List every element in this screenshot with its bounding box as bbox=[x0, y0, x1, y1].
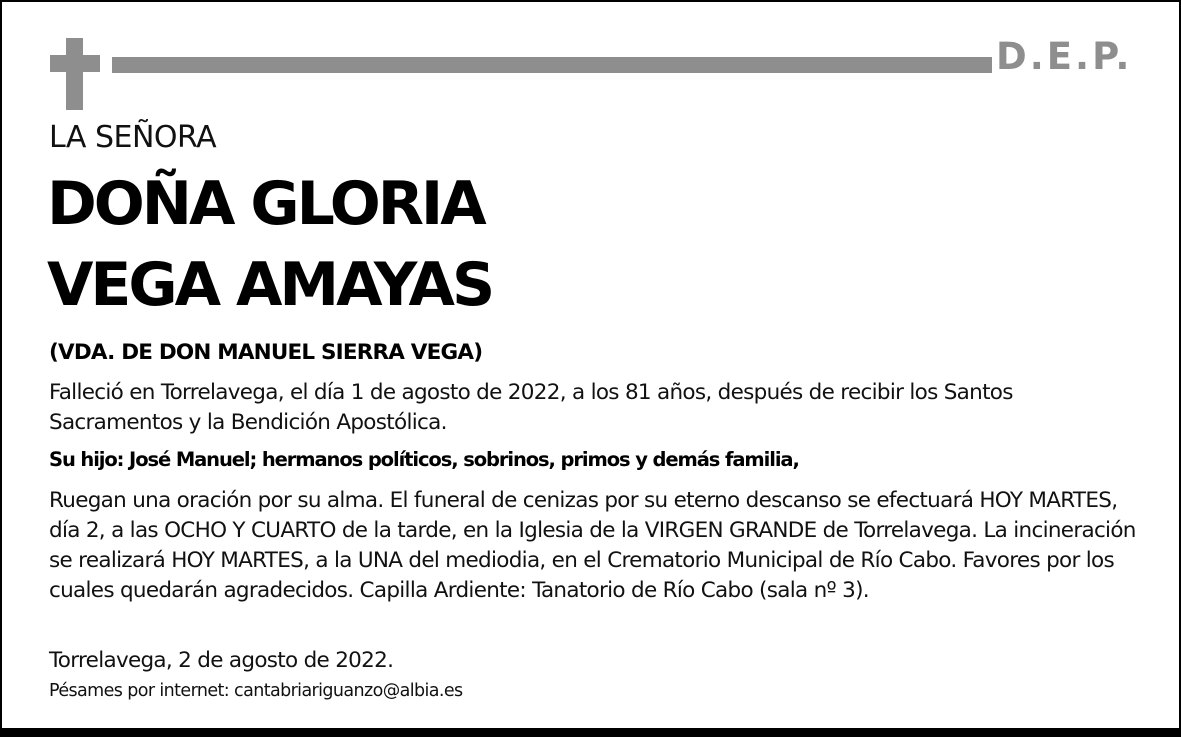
cross-vertical-bar bbox=[66, 38, 83, 110]
condolences-email: Pésames por internet: cantabriariguanzo@albia.es bbox=[49, 681, 463, 701]
header-rule bbox=[112, 57, 992, 73]
death-announcement: Falleció en Torrelavega, el día 1 de agosto de 2022, a los 81 años, después de recibir los Santos Sacramentos y la Bendición Apostólica. bbox=[49, 380, 1013, 435]
honorific: LA SEÑORA bbox=[49, 120, 217, 155]
funeral-details: Ruegan una oración por su alma. El funeral de cenizas por su eterno descanso se efectuará HOY MARTES, día 2, a las OCHO Y CUARTO de la tarde, en la Iglesia de la VIRGEN GRANDE de Torrelavega. La incineración se realizará HOY MARTES, a la UNA del mediodia, en el Crematorio Municipal de Río Cabo. Favores por los cuales quedarán agradecidos. Capilla Ardiente: Tanatorio de Río Cabo (sala nº 3). bbox=[49, 488, 1136, 603]
widow-of: (VDA. DE DON MANUEL SIERRA VEGA) bbox=[49, 340, 483, 365]
deceased-name-line-2: VEGA AMAYAS bbox=[47, 250, 493, 320]
deceased-name-line-1: DOÑA GLORIA bbox=[47, 169, 484, 239]
dateline: Torrelavega, 2 de agosto de 2022. bbox=[49, 648, 394, 673]
cross-horizontal-bar bbox=[50, 55, 100, 72]
family-line: Su hijo: José Manuel; hermanos políticos, sobrinos, primos y demás familia, bbox=[49, 448, 799, 471]
dep-label: D.E.P. bbox=[996, 35, 1133, 78]
